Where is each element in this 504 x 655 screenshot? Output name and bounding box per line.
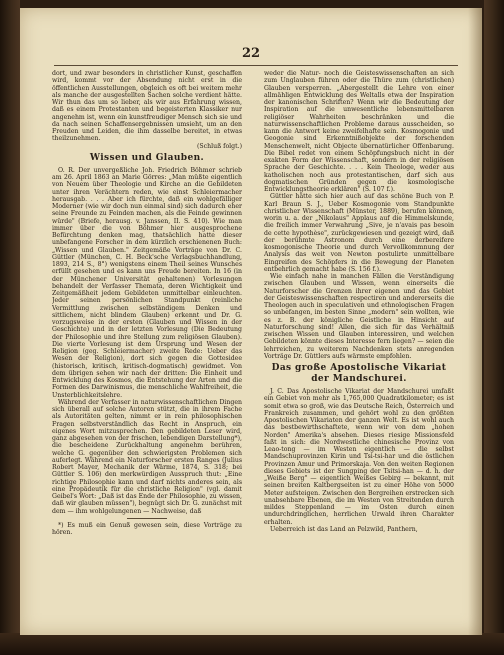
page-number: 22 [241,46,261,61]
paragraph-article-continued: weder die Natur- noch die Geisteswissenschaften an sich zum Unglauben führen oder die Thüre zum (christlichen) Glauben versperren. „Abergestellt die Lehre von einer allmähligen Entwicklung des Weltalls etwa der Inspiration der kanonischen Schriften? Wenn wir die Bedeutung der Inspiration auf die unwesentliche lebensmittelbaren religiöser Wahrheiten beschränken und die naturwissenschaftlichen Probleme daraus ausscheiden, so kann die Antwort keine zweifelhafte sein. Kosmogonie und Geogonie sind Erkenntnißobjekte der forschenden Menschenwelt, nicht Objecte übernatürlicher Offenbarung. Die Bibel redet von einem Schöpfungsbuch nicht in der exakten Form der Wissenschaft, sondern in der religiösen Sprache der Geschichte. . . . Kein Theologe, weder aus katholischen noch aus protestantischen, darf sich aus dogmatischen Gründen gegen die kosmologische Entwicklungstheorie erklären" (S. 107 f.). [264,70,454,193]
book-cover-right-edge [484,0,504,655]
paragraph-recommendation: Wie einfach nahe in manchen Fällen die Verständigung zwischen Glauben und Wissen, wenn einerseits die Naturforscher die Grenzen ihrer eigenen und das Gebiet der Geisteswissenschaften respectiren und andererseits die Theologen auch in speculativen und ethnologischen Fragen so unbefangen, im besten Sinne „modern" sein wollten, wie es z. B. der königliche Geistliche in Hinsicht auf Naturforschung sind! Allen, die sich für das Verhältniß zwischen Wissen und Glauben interessiren, und welchen Gebildeten könnte dieses Interesse fern liegen? — seien die lehrreichen, zu weiterem Nachdenken stets anregenden Vorträge Dr. Güttlers aufs wärmste empfohlen. [264,273,454,360]
left-column [52,70,242,620]
paragraph-art-continuation: dort, und zwar besonders in christlicher Kunst, geschaffen wird, kommt vor der Absendung nicht erst in die öffentlichen Ausstellungen, obgleich es oft bei weitem mehr als manche der ausgestellten Sachen solche verdient hätte. Wir thun das um so lieber, als wir aus Erfahrung wissen, daß es einem Protestanten und begeisterten Klassiker nur angenehm ist, wenn ein kunstfreudiger Mensch sich sie und da nach seinen Schaffensergebnissen umsieht, um an den Freuden und Leiden, die ihm dasselbe bereitet, in etwas theilzunehmen. [52,70,242,143]
footnote: *) Es muß ein Genuß gewesen sein, diese Vorträge zu hören. [52,521,242,536]
paragraph-vikariat-wildlife: Ueberreich ist das Land an Pelzwild, Panthern, [270,525,418,533]
header-rule [54,65,458,66]
paragraph-braun-reference: Güttler hätte sich hier auch auf das schöne Buch von P. Karl Braun S. J., Ueber Kosmogonie vom Standpunkte christlicher Wissenschaft (Münster, 1889), berufen können, worin u. a. der „Nikolaus" Applaus auf die Himmelskunde, die freilich immer Verwahrung „Sive, je n'avais pas besoin de cette hypothèse", zurückgewiesen und gezeigt wird, daß der berühmte Astronom durch eine derbereifere kosmogonische Theorie und durch Vervollkommnung der Analysis das weit von Newton postulirte unmittelbare Eingreifen des Schöpfers in die Bewegung der Planeten entbehrlich gemacht habe (S. 156 f.). [264,193,454,273]
book-cover-left-edge [0,0,20,655]
article-heading-mandschurei: Das große Apostolische Vikariat der Mandschurei. [271,363,447,384]
paragraph-article-body: Während der Verfasser in naturwissenschaftlichen Dingen sich überall auf solche Autoren stützt, die in ihrem Fache als Autoritäten gelten, nimmt er in rein philosophischen Fragen selbstverständlich das Recht in Anspruch, ein eigenes Wort mitzusprechen. Den gebildeten Leser wird, ganz abgesehen von der frischen, lebendigen Darstellung*), die bescheidene Zurückhaltung angenehm berühren, welche G. gegenüber den schwierigsten Problemen sich auferlegt. Während ein Naturforscher ersten Ranges (Julius Robert Mayer, Mechanik der Wärme, 1874, S. 318; bei Güttler S. 106) den merkwürdigen Ausspruch thut: „Eine richtige Philosophie kann und darf nichts anderes sein, als eine Propädeutik für die christliche Religion" (vgl. damit Geibel's Wort: „Daß ist das Ende der Philosophie, zu wissen, daß wir glauben müssen"), begnügt sich Dr. G. zunächst mit dem — ihm wohlgelungenen — Nachweise, daß [52,398,242,515]
book-cover-bottom-edge [0,633,504,655]
paragraph-article-intro: O. R. Der unvergeßliche Joh. Friedrich Böhmer schrieb am 26. April 1863 an Marie Görres: „Man müßte eigentlich von Neuem über Theologie und Kirche an die Gebildeten unter ihren Verächtern reden, wie einst Schleiermacher herausgab. . . . Aber ich fürchte, daß ein wohlgefälliger Moderner (wie wir doch nun einmal sind) sich dadurch eher seine Freunde zu Feinden machen, als die Feinde gewinnen würde" (Briefe, herausg. v. Janssen, II. S. 410). Wie man immer über die von Böhmer hier ausgesprochene Befürchtung denken mag, thatsächlich hatte dieser unbefangene Forscher in dem kürzlich erschienenen Buch: „Wissen und Glauben." Zeitgemäße Vorträge von Dr. C. Güttler (München, C. H. Beck'sche Verlagsbuchhandlung, 1893, 214 S., 8°) wenigstens einem Theil seines Wunsches erfüllt gesehen und es kann uns Freude bereiten. In 16 (in der Münchener Universität gehaltenen) Vorlesungen behandelt der Verfasser Themata, deren Wichtigkeit und Zeitgemäßheit jedem Gebildeten unmittelbar einleuchten. Jeder seinen persönlichen Standpunkt (reinliche Vermittlung zwischen selbständigem Denken und sittlichem, nicht blindem Glauben) erkennt und Dr. G. vorzugsweise in der ersten (Glauben und Wissen in der Geschichte) und in der letzten Vorlesung (Die Bedeutung der Philosophie und ihre Stellung zum religiösen Glauben). Die vierte Vorlesung ist dem Ursprung und Wesen der Religion (geg. Schleiermacher) zweite Rede: Ueber das Wesen der Religion), dort sich gegen die Gottesidee (historisch, kritisch, kritisch-dogmatisch) gewidmet. Von dem übrigen sehen wir nach der dritten: Die Einheit und Entwicklung des Kosmos, die Entstehung der Arten und die Formen des Darwinismus, die menschliche Wahlfreiheit, die Unsterblichkeitslehre. [52,166,242,399]
footnote-divider [127,518,167,519]
paragraph-vikariat-description: J. C. Das Apostolische Vikariat der Mandschurei umfaßt ein Gebiet von mehr als 1,765,000 Quadratkilometer; es ist somit etwa so groß, wie das Deutsche Reich, Österreich und Frankreich zusammen, und gehört wohl zu den größten Apostolischen Vikariaten der ganzen Welt. Es ist wohl auch das bestbewirthschaftete, wenn wir von dem „hohen Norden" Amerika's absehen. Dieses riesige Missionsfeld faßt in sich: die Nordwestliche chinesische Provinz von Leao-tong — im Westen eigentlich — die selbst Mandschuprovinzen Kirin und Tsi-tsi-har und die östlichen Provinzen Amur und Primorskaja. Von den weiten Regionen dieses Gebiets ist der Sungping der Tsitsi-han — d. h. der „Weiße Berg" — eigentlich Weißes Gebirg — bekannt, mit seinen breiten Kaltbergseiten ist zu einer Höhe von 5000 Meter aufsteigen. Zwischen den Bergreihen erstrecken sich unabsehbare Ebenen, die im Westen von Streitenden durch mildes Steppenland — im Osten durch einen undurchdringlichen, herrlichen Urwald ihren Charakter erhalten. [264,388,454,526]
article-heading-wissen-und-glauben: Wissen und Glauben. [89,152,205,163]
page-spine-shadow [468,8,482,635]
right-column [264,70,454,620]
book-page [20,8,482,635]
continuation-note: (Schluß folgt.) [197,142,242,150]
